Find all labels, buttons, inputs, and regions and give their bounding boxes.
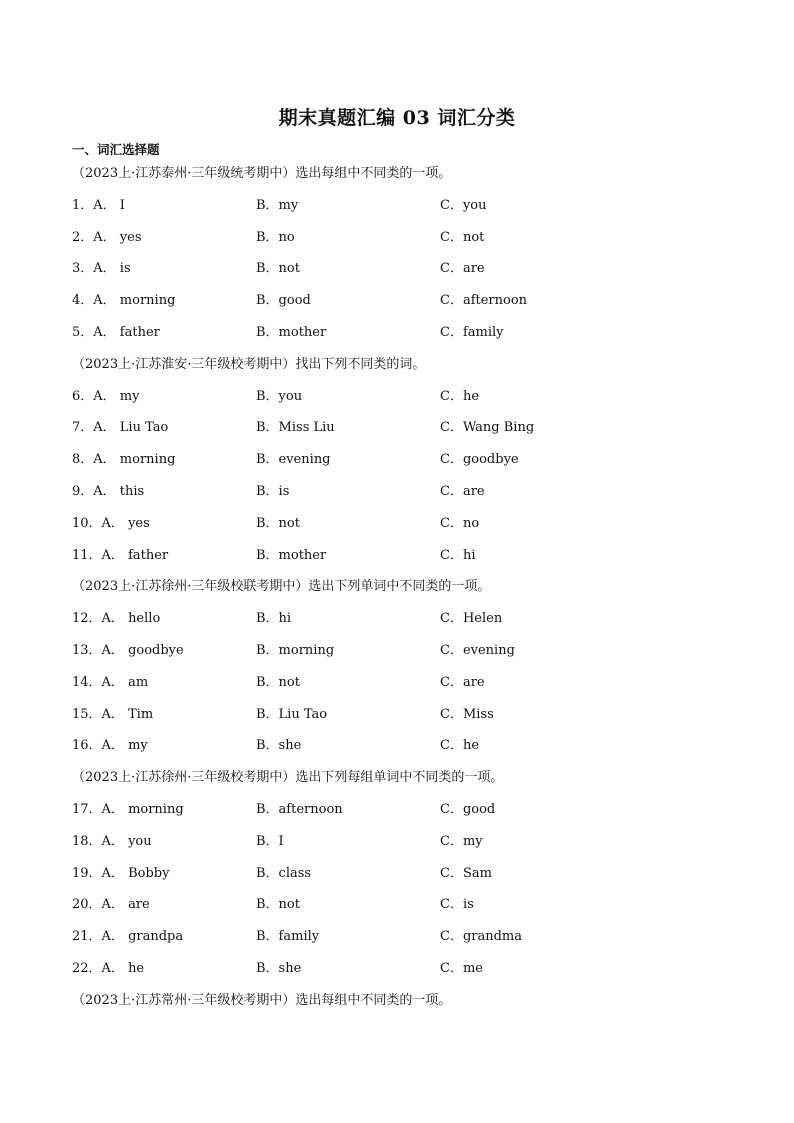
- section-heading: 一、词汇选择题: [72, 142, 160, 157]
- option-b: B．not: [256, 897, 300, 913]
- option-a: 9．A． this: [72, 484, 145, 499]
- option-c: C．goodbye: [440, 452, 519, 468]
- option-c: C．he: [440, 738, 480, 754]
- group-instruction: （2023上·江苏徐州·三年级校联考期中）选出下列单词中不同类的一项。: [72, 579, 491, 595]
- question-row: [72, 259, 672, 279]
- option-c: C．my: [440, 833, 483, 849]
- option-b: B．good: [256, 293, 311, 309]
- option-a: 21．A． grandpa: [72, 929, 184, 945]
- option-a: 5．A． father: [72, 325, 160, 340]
- question-row: [72, 927, 672, 947]
- question-row: [72, 705, 672, 725]
- option-c: C．afternoon: [440, 293, 528, 309]
- group-instruction: （2023上·江苏常州·三年级校考期中）选出每组中不同类的一项。: [72, 992, 452, 1008]
- option-b: B．Liu Tao: [256, 706, 328, 722]
- option-c: C．is: [440, 897, 474, 913]
- option-b: B．not: [256, 261, 300, 277]
- question-row: [72, 864, 672, 884]
- option-c: C．family: [440, 325, 504, 340]
- option-c: C．are: [440, 261, 485, 277]
- group-instruction: （2023上·江苏泰州·三年级统考期中）选出每组中不同类的一项。: [72, 166, 452, 181]
- option-b: B．afternoon: [256, 802, 343, 817]
- question-row: [72, 832, 672, 852]
- option-a: 12．A． hello: [72, 611, 161, 627]
- question-row: [72, 228, 672, 248]
- option-b: B．my: [256, 197, 299, 213]
- option-c: C．Miss: [440, 706, 494, 722]
- option-b: B．she: [256, 961, 302, 976]
- option-c: C．you: [440, 197, 487, 213]
- question-row: [72, 418, 672, 438]
- option-a: 14．A． am: [72, 674, 149, 690]
- option-c: C．me: [440, 961, 483, 976]
- option-a: 2．A． yes: [72, 229, 142, 245]
- question-row: [72, 291, 672, 311]
- page-title: 期末真题汇编 03 词汇分类: [278, 107, 516, 129]
- option-b: B．no: [256, 229, 295, 245]
- question-row: [72, 673, 672, 693]
- option-c: C．are: [440, 484, 485, 499]
- option-b: B．evening: [256, 452, 331, 468]
- option-c: C．not: [440, 229, 485, 245]
- option-a: 13．A． goodbye: [72, 643, 184, 658]
- option-b: B．morning: [256, 643, 335, 658]
- option-a: 4．A． morning: [72, 293, 176, 309]
- question-row: [72, 514, 672, 534]
- option-a: 19．A． Bobby: [72, 865, 170, 881]
- question-row: [72, 959, 672, 979]
- option-c: C．Wang Bing: [440, 420, 535, 436]
- option-a: 10．A． yes: [72, 515, 150, 531]
- question-row: [72, 895, 672, 915]
- question-row: [72, 609, 672, 629]
- option-c: C．are: [440, 674, 485, 690]
- group-instruction: （2023上·江苏淮安·三年级校考期中）找出下列不同类的词。: [72, 356, 426, 372]
- option-a: 11．A． father: [72, 547, 169, 563]
- question-row: [72, 450, 672, 470]
- option-b: B．mother: [256, 325, 327, 340]
- option-b: B．is: [256, 484, 290, 499]
- option-b: B．I: [256, 833, 284, 849]
- question-row: [72, 196, 672, 216]
- option-b: B．mother: [256, 547, 327, 563]
- option-a: 8．A． morning: [72, 452, 176, 468]
- option-a: 3．A． is: [72, 261, 131, 277]
- option-a: 1．A． I: [72, 197, 125, 213]
- option-b: B．you: [256, 388, 303, 404]
- question-row: [72, 323, 672, 343]
- question-row: [72, 387, 672, 407]
- option-a: 22．A． he: [72, 961, 145, 976]
- question-row: [72, 736, 672, 756]
- question-row: [72, 800, 672, 820]
- option-a: 18．A． you: [72, 833, 152, 849]
- option-b: B．she: [256, 738, 302, 754]
- question-row: [72, 546, 672, 566]
- option-a: 7．A． Liu Tao: [72, 420, 169, 436]
- option-b: B．class: [256, 865, 312, 881]
- option-b: B．Miss Liu: [256, 420, 335, 436]
- option-c: C．Helen: [440, 611, 503, 627]
- option-a: 16．A． my: [72, 738, 148, 754]
- option-a: 17．A． morning: [72, 802, 184, 817]
- question-row: [72, 482, 672, 502]
- option-b: B．not: [256, 674, 300, 690]
- option-c: C．hi: [440, 547, 476, 563]
- option-a: 20．A． are: [72, 897, 150, 913]
- option-a: 6．A． my: [72, 388, 140, 404]
- option-b: B．hi: [256, 611, 292, 627]
- option-c: C．Sam: [440, 865, 492, 881]
- option-c: C．he: [440, 388, 480, 404]
- question-row: [72, 641, 672, 661]
- group-instruction: （2023上·江苏徐州·三年级校考期中）选出下列每组单词中不同类的一项。: [72, 770, 504, 786]
- option-c: C．evening: [440, 643, 515, 658]
- option-c: C．good: [440, 802, 496, 817]
- option-c: C．no: [440, 515, 480, 531]
- option-b: B．not: [256, 515, 300, 531]
- option-b: B．family: [256, 929, 320, 945]
- option-c: C．grandma: [440, 929, 523, 945]
- option-a: 15．A． Tim: [72, 706, 154, 722]
